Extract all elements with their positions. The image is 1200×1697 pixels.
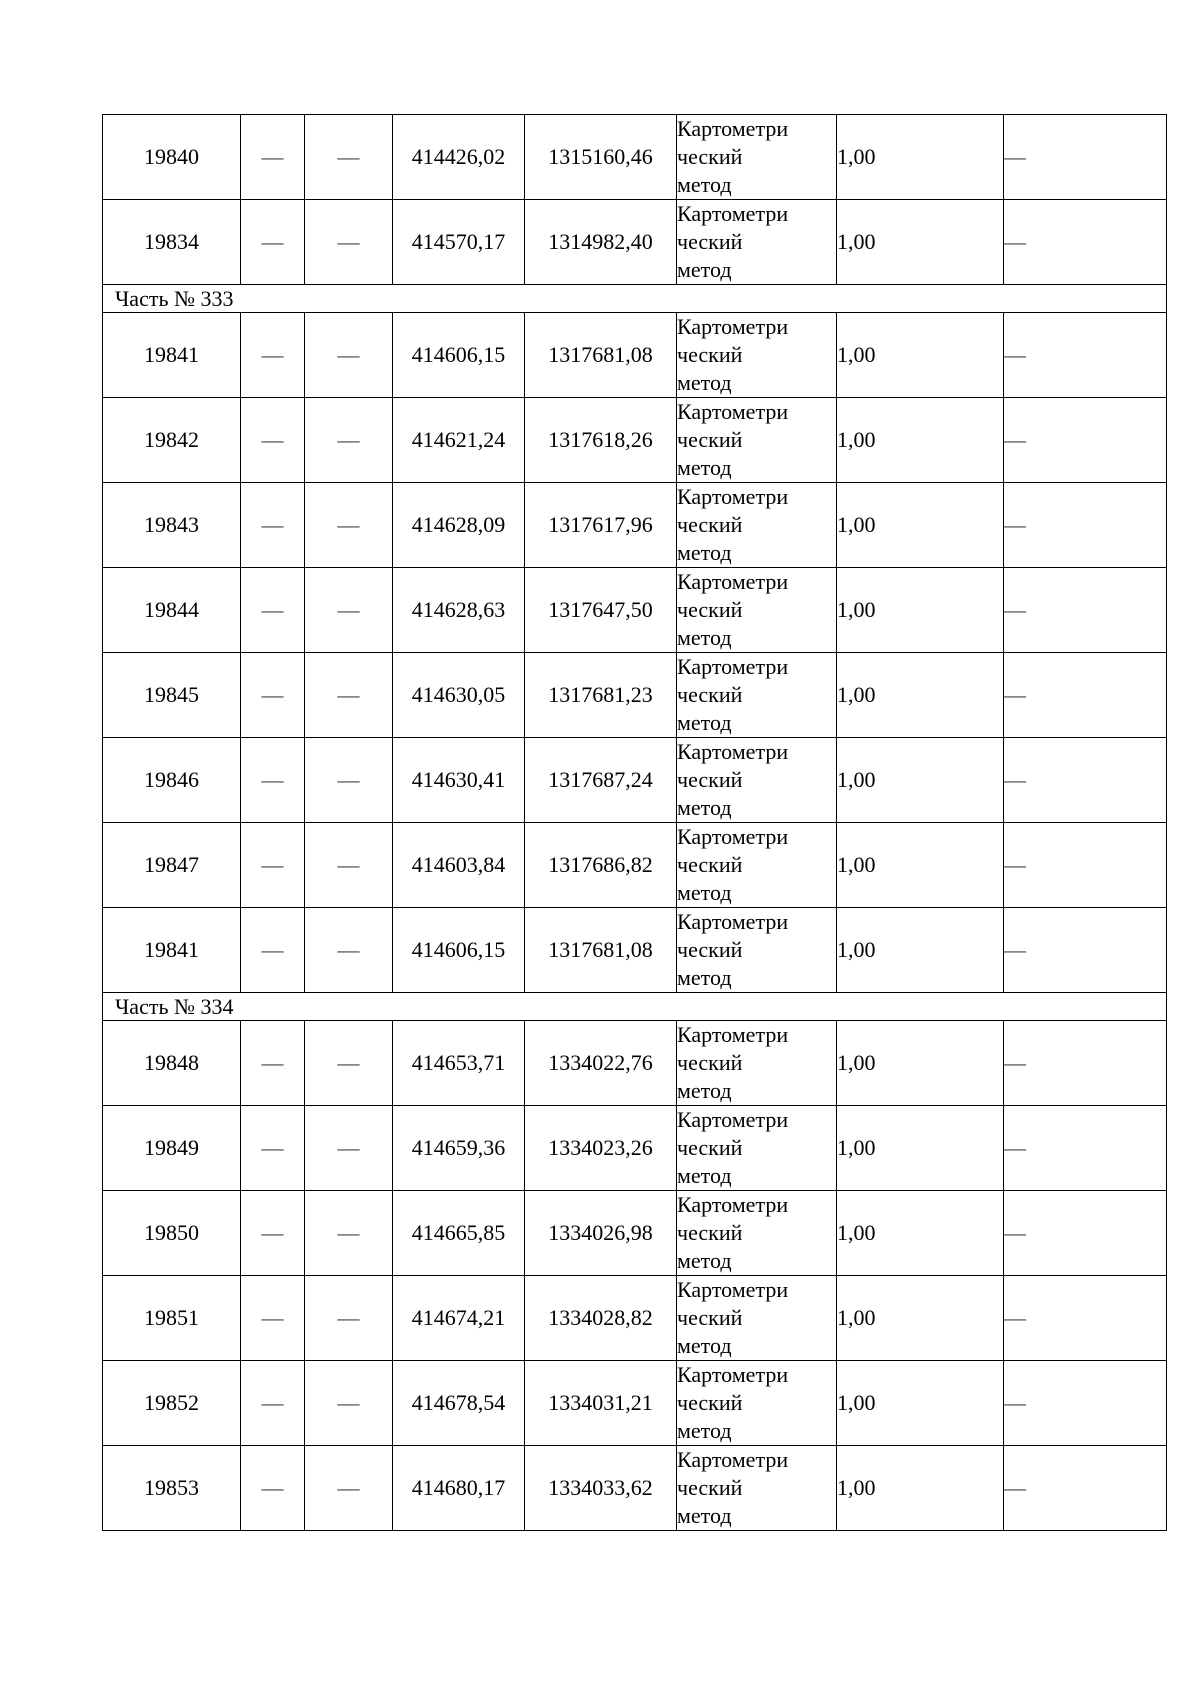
method-text-line: ческий <box>677 1305 743 1330</box>
empty-value-cell: — <box>1004 1021 1167 1106</box>
empty-value-cell: — <box>241 568 305 653</box>
method-text-line: ческий <box>677 682 743 707</box>
empty-value-cell: — <box>305 483 393 568</box>
empty-value-cell: — <box>1004 398 1167 483</box>
method-text-line: метод <box>677 1333 732 1358</box>
method-text-line: Картометри <box>677 909 789 934</box>
empty-value-cell: — <box>1004 738 1167 823</box>
method-text-line: Картометри <box>677 1447 789 1472</box>
empty-value-cell: — <box>305 653 393 738</box>
x-coordinate-cell: 414606,15 <box>393 313 525 398</box>
method-text-line: Картометри <box>677 824 789 849</box>
y-coordinate-cell: 1334023,26 <box>525 1106 677 1191</box>
method-text-line: Картометри <box>677 654 789 679</box>
table-row <box>103 1361 1167 1446</box>
method-cell <box>677 398 837 483</box>
method-cell <box>677 653 837 738</box>
method-text-line: метод <box>677 880 732 905</box>
empty-value-cell: — <box>305 115 393 200</box>
x-coordinate-cell: 414426,02 <box>393 115 525 200</box>
accuracy-cell: 1,00 <box>837 1021 1004 1106</box>
table-row <box>103 568 1167 653</box>
method-cell <box>677 313 837 398</box>
point-number-cell: 19845 <box>103 653 241 738</box>
method-text-line: Картометри <box>677 484 789 509</box>
method-cell <box>677 568 837 653</box>
table-row <box>103 1276 1167 1361</box>
empty-value-cell: — <box>1004 1276 1167 1361</box>
empty-value-cell: — <box>305 1021 393 1106</box>
method-text-line: ческий <box>677 427 743 452</box>
point-number-cell: 19852 <box>103 1361 241 1446</box>
table-row <box>103 483 1167 568</box>
empty-value-cell: — <box>1004 1106 1167 1191</box>
empty-value-cell: — <box>305 1106 393 1191</box>
method-text-line: метод <box>677 710 732 735</box>
table-row <box>103 653 1167 738</box>
empty-value-cell: — <box>241 1191 305 1276</box>
empty-value-cell: — <box>241 823 305 908</box>
method-cell <box>677 1446 837 1531</box>
method-text-line: Картометри <box>677 1107 789 1132</box>
y-coordinate-cell: 1317681,23 <box>525 653 677 738</box>
empty-value-cell: — <box>1004 115 1167 200</box>
accuracy-cell: 1,00 <box>837 200 1004 285</box>
point-number-cell: 19849 <box>103 1106 241 1191</box>
method-cell <box>677 115 837 200</box>
empty-value-cell: — <box>241 115 305 200</box>
point-number-cell: 19841 <box>103 313 241 398</box>
method-cell <box>677 200 837 285</box>
empty-value-cell: — <box>1004 823 1167 908</box>
y-coordinate-cell: 1317681,08 <box>525 313 677 398</box>
empty-value-cell: — <box>241 1276 305 1361</box>
method-text-line: Картометри <box>677 314 789 339</box>
method-cell <box>677 483 837 568</box>
method-text-line: метод <box>677 1078 732 1103</box>
method-text-line: ческий <box>677 144 743 169</box>
point-number-cell: 19850 <box>103 1191 241 1276</box>
empty-value-cell: — <box>305 200 393 285</box>
x-coordinate-cell: 414603,84 <box>393 823 525 908</box>
point-number-cell: 19853 <box>103 1446 241 1531</box>
empty-value-cell: — <box>305 738 393 823</box>
x-coordinate-cell: 414606,15 <box>393 908 525 993</box>
method-text-line: метод <box>677 1418 732 1443</box>
method-text-line: метод <box>677 965 732 990</box>
empty-value-cell: — <box>1004 1446 1167 1531</box>
method-text-line: Картометри <box>677 739 789 764</box>
empty-value-cell: — <box>241 1106 305 1191</box>
empty-value-cell: — <box>1004 1191 1167 1276</box>
empty-value-cell: — <box>305 1191 393 1276</box>
accuracy-cell: 1,00 <box>837 1276 1004 1361</box>
point-number-cell: 19846 <box>103 738 241 823</box>
empty-value-cell: — <box>305 313 393 398</box>
empty-value-cell: — <box>1004 483 1167 568</box>
method-text-line: метод <box>677 172 732 197</box>
method-text-line: ческий <box>677 1050 743 1075</box>
y-coordinate-cell: 1317618,26 <box>525 398 677 483</box>
accuracy-cell: 1,00 <box>837 908 1004 993</box>
point-number-cell: 19848 <box>103 1021 241 1106</box>
method-cell <box>677 908 837 993</box>
method-text-line: ческий <box>677 1475 743 1500</box>
empty-value-cell: — <box>241 908 305 993</box>
x-coordinate-cell: 414665,85 <box>393 1191 525 1276</box>
accuracy-cell: 1,00 <box>837 1446 1004 1531</box>
method-text-line: Картометри <box>677 201 789 226</box>
y-coordinate-cell: 1317686,82 <box>525 823 677 908</box>
x-coordinate-cell: 414621,24 <box>393 398 525 483</box>
method-cell <box>677 1276 837 1361</box>
y-coordinate-cell: 1314982,40 <box>525 200 677 285</box>
method-text-line: ческий <box>677 852 743 877</box>
y-coordinate-cell: 1317681,08 <box>525 908 677 993</box>
y-coordinate-cell: 1334028,82 <box>525 1276 677 1361</box>
method-cell <box>677 738 837 823</box>
accuracy-cell: 1,00 <box>837 1191 1004 1276</box>
part-header-row <box>103 285 1167 313</box>
method-text-line: Картометри <box>677 116 789 141</box>
point-number-cell: 19851 <box>103 1276 241 1361</box>
method-text-line: метод <box>677 370 732 395</box>
table-row <box>103 738 1167 823</box>
empty-value-cell: — <box>1004 908 1167 993</box>
point-number-cell: 19834 <box>103 200 241 285</box>
method-cell <box>677 1361 837 1446</box>
method-text-line: метод <box>677 1248 732 1273</box>
method-text-line: метод <box>677 1503 732 1528</box>
empty-value-cell: — <box>241 398 305 483</box>
x-coordinate-cell: 414674,21 <box>393 1276 525 1361</box>
empty-value-cell: — <box>1004 568 1167 653</box>
method-text-line: Картометри <box>677 1022 789 1047</box>
y-coordinate-cell: 1334022,76 <box>525 1021 677 1106</box>
table-row <box>103 908 1167 993</box>
x-coordinate-cell: 414680,17 <box>393 1446 525 1531</box>
table-row <box>103 823 1167 908</box>
y-coordinate-cell: 1317647,50 <box>525 568 677 653</box>
empty-value-cell: — <box>1004 1361 1167 1446</box>
table-row <box>103 398 1167 483</box>
method-text-line: Картометри <box>677 569 789 594</box>
empty-value-cell: — <box>305 908 393 993</box>
part-label: Часть № 333 <box>103 285 1167 313</box>
point-number-cell: 19842 <box>103 398 241 483</box>
method-text-line: ческий <box>677 229 743 254</box>
method-text-line: Картометри <box>677 1362 789 1387</box>
point-number-cell: 19840 <box>103 115 241 200</box>
accuracy-cell: 1,00 <box>837 823 1004 908</box>
method-text-line: метод <box>677 257 732 282</box>
x-coordinate-cell: 414653,71 <box>393 1021 525 1106</box>
method-text-line: ческий <box>677 597 743 622</box>
accuracy-cell: 1,00 <box>837 738 1004 823</box>
x-coordinate-cell: 414630,05 <box>393 653 525 738</box>
method-text-line: ческий <box>677 1390 743 1415</box>
coordinates-table <box>102 114 1167 1531</box>
table-row <box>103 1106 1167 1191</box>
method-text-line: Картометри <box>677 1192 789 1217</box>
part-header-row <box>103 993 1167 1021</box>
y-coordinate-cell: 1317617,96 <box>525 483 677 568</box>
method-cell <box>677 1021 837 1106</box>
method-text-line: метод <box>677 540 732 565</box>
empty-value-cell: — <box>241 483 305 568</box>
y-coordinate-cell: 1317687,24 <box>525 738 677 823</box>
table-row <box>103 1191 1167 1276</box>
empty-value-cell: — <box>305 823 393 908</box>
method-cell <box>677 1106 837 1191</box>
method-text-line: ческий <box>677 937 743 962</box>
empty-value-cell: — <box>305 1361 393 1446</box>
method-text-line: Картометри <box>677 1277 789 1302</box>
empty-value-cell: — <box>305 1276 393 1361</box>
x-coordinate-cell: 414628,09 <box>393 483 525 568</box>
empty-value-cell: — <box>1004 313 1167 398</box>
method-text-line: ческий <box>677 512 743 537</box>
x-coordinate-cell: 414628,63 <box>393 568 525 653</box>
y-coordinate-cell: 1315160,46 <box>525 115 677 200</box>
empty-value-cell: — <box>241 313 305 398</box>
method-text-line: метод <box>677 625 732 650</box>
accuracy-cell: 1,00 <box>837 1361 1004 1446</box>
empty-value-cell: — <box>241 1021 305 1106</box>
method-text-line: ческий <box>677 1220 743 1245</box>
method-text-line: метод <box>677 795 732 820</box>
table-row <box>103 1446 1167 1531</box>
empty-value-cell: — <box>241 1361 305 1446</box>
table-row <box>103 313 1167 398</box>
y-coordinate-cell: 1334026,98 <box>525 1191 677 1276</box>
accuracy-cell: 1,00 <box>837 1106 1004 1191</box>
empty-value-cell: — <box>241 1446 305 1531</box>
point-number-cell: 19841 <box>103 908 241 993</box>
method-text-line: метод <box>677 1163 732 1188</box>
table-body <box>103 115 1167 1531</box>
method-text-line: Картометри <box>677 399 789 424</box>
accuracy-cell: 1,00 <box>837 483 1004 568</box>
accuracy-cell: 1,00 <box>837 115 1004 200</box>
empty-value-cell: — <box>241 738 305 823</box>
accuracy-cell: 1,00 <box>837 568 1004 653</box>
point-number-cell: 19847 <box>103 823 241 908</box>
method-text-line: метод <box>677 455 732 480</box>
empty-value-cell: — <box>241 200 305 285</box>
accuracy-cell: 1,00 <box>837 313 1004 398</box>
x-coordinate-cell: 414659,36 <box>393 1106 525 1191</box>
table-row <box>103 1021 1167 1106</box>
empty-value-cell: — <box>305 568 393 653</box>
accuracy-cell: 1,00 <box>837 653 1004 738</box>
y-coordinate-cell: 1334031,21 <box>525 1361 677 1446</box>
method-cell <box>677 823 837 908</box>
method-text-line: ческий <box>677 342 743 367</box>
empty-value-cell: — <box>241 653 305 738</box>
x-coordinate-cell: 414570,17 <box>393 200 525 285</box>
accuracy-cell: 1,00 <box>837 398 1004 483</box>
method-text-line: ческий <box>677 1135 743 1160</box>
x-coordinate-cell: 414678,54 <box>393 1361 525 1446</box>
y-coordinate-cell: 1334033,62 <box>525 1446 677 1531</box>
empty-value-cell: — <box>1004 200 1167 285</box>
x-coordinate-cell: 414630,41 <box>393 738 525 823</box>
table-row <box>103 115 1167 200</box>
method-text-line: ческий <box>677 767 743 792</box>
empty-value-cell: — <box>305 398 393 483</box>
point-number-cell: 19844 <box>103 568 241 653</box>
method-cell <box>677 1191 837 1276</box>
point-number-cell: 19843 <box>103 483 241 568</box>
empty-value-cell: — <box>305 1446 393 1531</box>
part-label: Часть № 334 <box>103 993 1167 1021</box>
table-row <box>103 200 1167 285</box>
empty-value-cell: — <box>1004 653 1167 738</box>
